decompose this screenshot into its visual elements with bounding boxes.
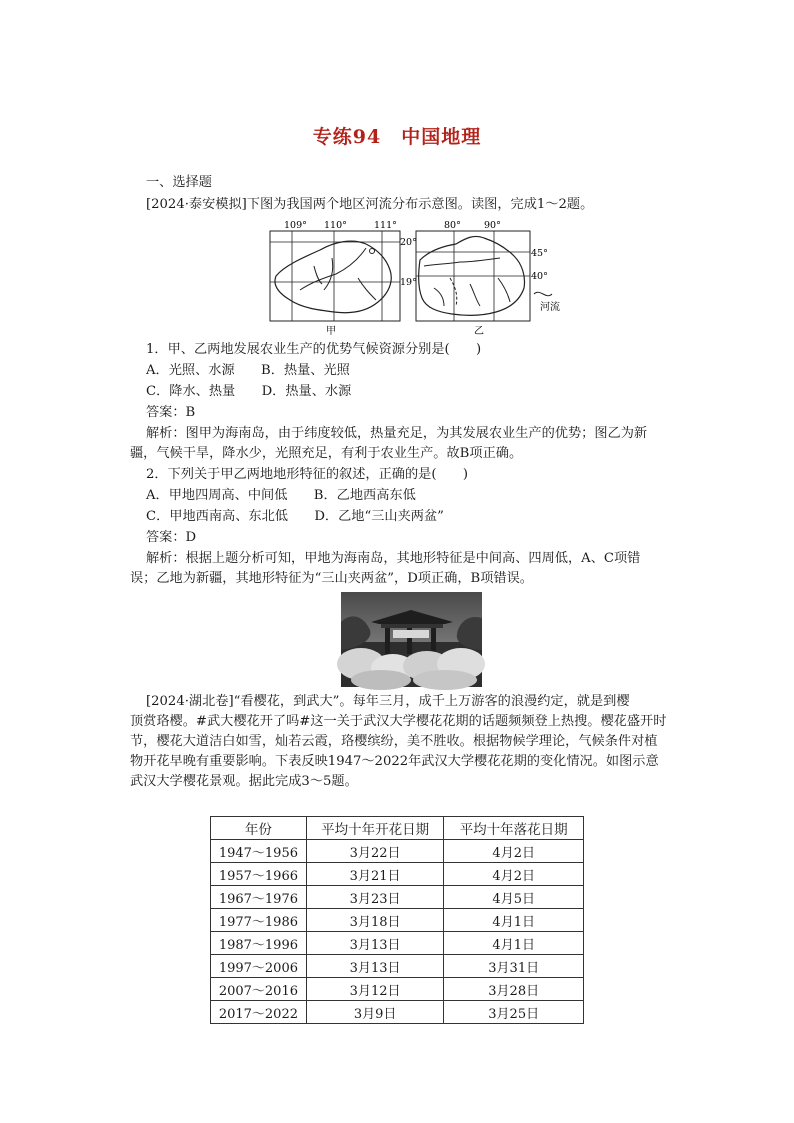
q1-explanation-cont: 疆，气候干旱，降水少，光照充足，有利于农业生产。故B项正确。 xyxy=(130,446,523,461)
table-row xyxy=(211,909,584,932)
q1-explanation: 解析：图甲为海南岛，由于纬度较低，热量充足，为其发展农业生产的优势；图乙为新 xyxy=(146,426,648,441)
q2-answer: 答案：D xyxy=(146,530,197,545)
table-cell: 3月12日 xyxy=(306,978,444,1001)
table-cell: 3月18日 xyxy=(306,909,444,932)
cherry-blossom-photo xyxy=(341,592,482,687)
q2-explanation-cont: 误；乙地为新疆，其地形特征为“三山夹两盆”，D项正确，B项错误。 xyxy=(130,571,533,586)
table-cell: 4月2日 xyxy=(444,840,584,863)
passage-line: 物开花早晚有重要影响。下表反映1947～2022年武汉大学樱花花期的变化情况。如图示意 xyxy=(130,754,659,769)
map-label-yi: 乙 xyxy=(474,326,484,337)
section-heading: 一、选择题 xyxy=(146,175,212,190)
q2-explanation: 解析：根据上题分析可知，甲地为海南岛，其地形特征是中间高、四周低，A、C项错 xyxy=(146,551,641,566)
page-title: 专练94 中国地理 xyxy=(312,126,482,148)
q1-options-ab: A．光照、水源 B．热量、光照 xyxy=(146,363,350,378)
table-cell: 2007～2016 xyxy=(211,978,307,1001)
passage-line: 节，樱花大道洁白如雪，灿若云霞，珞樱缤纷，美不胜收。根据物候学理论，气候条件对植 xyxy=(130,734,658,749)
table-row xyxy=(211,932,584,955)
lat-tick-label: 19° xyxy=(400,277,417,288)
table-cell: 1997～2006 xyxy=(211,955,307,978)
passage-line: 武汉大学樱花景观。据此完成3～5题。 xyxy=(130,774,358,789)
table-row xyxy=(211,1001,584,1024)
table-cell: 4月1日 xyxy=(444,909,584,932)
table-cell: 3月22日 xyxy=(306,840,444,863)
lon-tick-label: 90° xyxy=(484,220,501,231)
column-header: 平均十年落花日期 xyxy=(444,817,584,840)
lon-tick-label: 110° xyxy=(324,220,347,231)
map-label-jia: 甲 xyxy=(326,326,336,337)
table-row xyxy=(211,955,584,978)
table-cell: 3月9日 xyxy=(306,1001,444,1024)
table-cell: 1987～1996 xyxy=(211,932,307,955)
q1-options-cd: C．降水、热量 D．热量、水源 xyxy=(146,384,352,399)
table-header-row xyxy=(211,817,584,840)
passage-line: 顶赏珞樱。#武大樱花开了吗#这一关于武汉大学樱花花期的话题频频登上热搜。樱花盛开时 xyxy=(130,714,667,729)
table-cell: 4月5日 xyxy=(444,886,584,909)
table-row xyxy=(211,886,584,909)
lat-tick-label: 40° xyxy=(531,271,548,282)
q1-answer: 答案：B xyxy=(146,405,196,420)
q2-options-ab: A．甲地四周高、中间低 B．乙地西高东低 xyxy=(146,488,416,503)
table-cell: 3月25日 xyxy=(444,1001,584,1024)
table-cell: 1957～1966 xyxy=(211,863,307,886)
table-cell: 3月13日 xyxy=(306,932,444,955)
river-legend-icon xyxy=(534,292,552,295)
lat-tick-label: 45° xyxy=(531,248,548,259)
table-row xyxy=(211,863,584,886)
passage-line: [2024·湖北卷]“看樱花，到武大”。每年三月，成千上万游客的浪漫约定，就是到樱 xyxy=(146,694,630,709)
table-cell: 4月2日 xyxy=(444,863,584,886)
q2-stem: 2．下列关于甲乙两地地形特征的叙述，正确的是( ) xyxy=(146,467,468,482)
q2-options-cd: C．甲地西南高、东北低 D．乙地“三山夹两盆” xyxy=(146,509,444,524)
table-cell: 1947～1956 xyxy=(211,840,307,863)
table-cell: 3月28日 xyxy=(444,978,584,1001)
q1-stem: 1．甲、乙两地发展农业生产的优势气候资源分别是( ) xyxy=(146,342,482,357)
table-cell: 3月23日 xyxy=(306,886,444,909)
lat-tick-label: 20° xyxy=(400,237,417,248)
intro-maps: [2024·泰安模拟]下图为我国两个地区河流分布示意图。读图，完成1～2题。 xyxy=(146,197,594,212)
map-legend-river: 河流 xyxy=(540,302,560,313)
table-cell: 3月31日 xyxy=(444,955,584,978)
map-jia xyxy=(262,218,417,338)
table-row xyxy=(211,840,584,863)
table-cell: 2017～2022 xyxy=(211,1001,307,1024)
lon-tick-label: 109° xyxy=(284,220,307,231)
blossom-date-table xyxy=(210,816,584,1024)
table-cell: 3月13日 xyxy=(306,955,444,978)
lon-tick-label: 80° xyxy=(444,220,461,231)
table-cell: 1977～1986 xyxy=(211,909,307,932)
table-cell: 1967～1976 xyxy=(211,886,307,909)
table-cell: 4月1日 xyxy=(444,932,584,955)
table-cell: 3月21日 xyxy=(306,863,444,886)
map-yi xyxy=(414,218,574,338)
table-row xyxy=(211,978,584,1001)
column-header: 平均十年开花日期 xyxy=(306,817,444,840)
column-header: 年份 xyxy=(211,817,307,840)
lon-tick-label: 111° xyxy=(374,220,397,231)
